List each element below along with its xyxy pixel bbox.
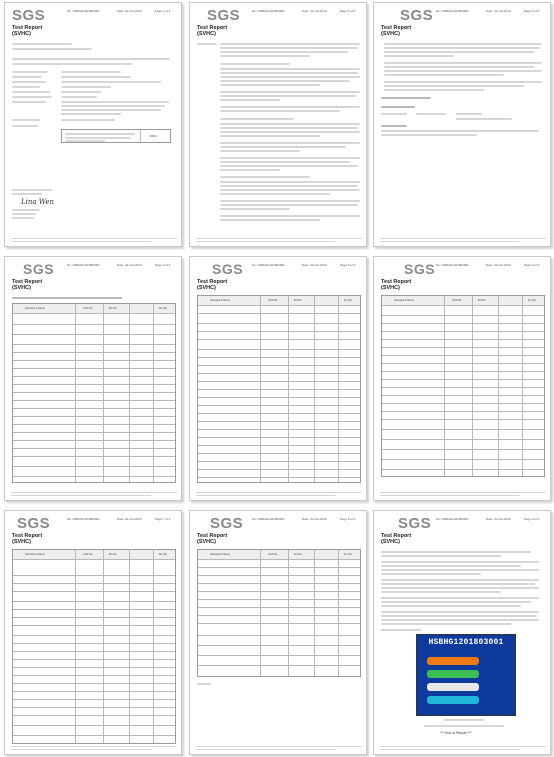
text-line	[12, 43, 72, 45]
report-number: No. HSBHG1201803001	[67, 517, 100, 521]
report-page-9	[373, 510, 551, 755]
col-substance: Substance Name	[25, 307, 45, 310]
text-line	[12, 76, 42, 78]
svhc-table	[12, 303, 176, 483]
page-footer	[380, 746, 544, 751]
sgs-logo: SGS	[12, 7, 46, 24]
report-page-7	[4, 510, 182, 755]
report-date: Date: 22-Oct-2013	[486, 9, 511, 13]
col-rl: RL (%)	[159, 307, 167, 310]
sgs-logo: SGS	[400, 7, 434, 24]
text-line	[12, 119, 40, 121]
col-rl: RL (%)	[528, 299, 536, 302]
report-page-4	[4, 256, 182, 501]
col-cas: CAS No.	[83, 307, 94, 310]
report-page-8	[189, 510, 367, 755]
text-line	[12, 213, 36, 215]
col-rl: RL (%)	[344, 299, 352, 302]
report-title: Test Report	[381, 533, 412, 539]
svhc-table	[12, 549, 176, 744]
text-line	[12, 63, 132, 65]
svhc-table	[381, 295, 545, 477]
page-number: Page 9 of 9	[524, 517, 540, 521]
col-cas: CAS No.	[268, 299, 279, 302]
report-page-6	[373, 256, 551, 501]
text-line	[197, 683, 211, 685]
page-footer	[196, 238, 360, 243]
text-line	[61, 81, 161, 83]
col-substance: Substance Name	[210, 299, 230, 302]
report-number: No. HSBHG1201803001	[252, 517, 285, 521]
report-subtitle: (SVHC)	[197, 539, 216, 545]
text-line	[12, 58, 170, 60]
text-line	[12, 81, 46, 83]
report-date: Date: 22-Oct-2013	[117, 263, 142, 267]
page-footer	[11, 746, 175, 751]
page-number: Page 6 of 9	[524, 263, 540, 267]
section-heading	[12, 297, 122, 299]
text-line	[61, 119, 115, 121]
page-number: Page 4 of 9	[155, 263, 171, 267]
svhc-table	[197, 549, 361, 677]
col-cas: CAS No.	[452, 299, 463, 302]
text-line	[424, 725, 504, 727]
report-title: Test Report	[197, 25, 228, 31]
text-line	[61, 86, 111, 88]
text-line	[12, 209, 40, 211]
page-footer	[380, 238, 544, 243]
report-subtitle: (SVHC)	[197, 285, 216, 291]
sgs-logo: SGS	[212, 261, 244, 277]
text-line	[61, 109, 161, 111]
col-ec: EC No.	[109, 307, 118, 310]
page-number: Page 2 of 9	[340, 9, 356, 13]
report-number: No. HSBHG1201803001	[67, 9, 100, 13]
report-subtitle: (SVHC)	[12, 31, 31, 37]
text-line	[12, 48, 92, 50]
report-title: Test Report	[197, 279, 228, 285]
col-cas: CAS No.	[268, 553, 279, 556]
signature: Lina Wen	[21, 198, 55, 206]
report-page-3	[373, 2, 551, 247]
sample-code-label: HSBHG1201803001	[428, 638, 504, 647]
col-ec: EC No.	[294, 553, 303, 556]
page-footer	[11, 492, 175, 497]
report-date: Date: 22-Oct-2013	[117, 9, 142, 13]
text-line	[61, 113, 121, 115]
report-number: No. HSBHG1201803001	[436, 9, 469, 13]
text-line	[61, 76, 131, 78]
page-number: Page 7 of 9	[155, 517, 171, 521]
report-number: No. HSBHG1201803001	[436, 517, 469, 521]
text-line	[61, 71, 121, 73]
report-title: Test Report	[381, 279, 412, 285]
page-footer	[196, 746, 360, 751]
report-subtitle: (SVHC)	[197, 31, 216, 37]
page-number: Page 1 of 9	[155, 9, 171, 13]
sample-photo	[416, 634, 516, 716]
sgs-logo: SGS	[210, 515, 244, 532]
report-subtitle: (SVHC)	[381, 539, 400, 545]
sample-strip-cyan	[427, 696, 479, 704]
page-number: Page 5 of 9	[340, 263, 356, 267]
report-number: No. HSBHG1201803001	[252, 263, 285, 267]
end-of-report: *** End of Report ***	[440, 731, 472, 735]
svhc-table	[197, 295, 361, 483]
report-number: No. HSBHG1201803001	[252, 9, 285, 13]
page-number: Page 3 of 9	[524, 9, 540, 13]
col-ec: EC No.	[478, 299, 487, 302]
text-line	[61, 91, 101, 93]
text-line	[444, 719, 484, 721]
col-ec: EC No.	[109, 553, 118, 556]
text-line	[12, 96, 52, 98]
summary-table	[61, 129, 171, 143]
report-date: Date: 22-Oct-2013	[486, 263, 511, 267]
report-date: Date: 22-Oct-2013	[486, 517, 511, 521]
report-subtitle: (SVHC)	[381, 285, 400, 291]
report-title: Test Report	[381, 25, 412, 31]
text-line	[12, 91, 50, 93]
text-line	[12, 217, 34, 219]
report-title: Test Report	[12, 533, 43, 539]
page-footer	[11, 238, 175, 243]
report-page-2	[189, 2, 367, 247]
report-subtitle: (SVHC)	[381, 31, 400, 37]
report-number: No. HSBHG1201803001	[67, 263, 100, 267]
report-date: Date: 22-Oct-2013	[302, 517, 327, 521]
summary-result: PASS	[150, 135, 157, 138]
report-page-1	[4, 2, 182, 247]
col-ec: EC No.	[294, 299, 303, 302]
sgs-logo: SGS	[23, 261, 55, 277]
sgs-logo: SGS	[207, 7, 241, 24]
report-title: Test Report	[12, 279, 43, 285]
sgs-logo: SGS	[404, 261, 436, 277]
page-footer	[380, 492, 544, 497]
page-footer	[196, 492, 360, 497]
text-line	[12, 101, 46, 103]
sample-strip-white	[427, 683, 479, 691]
report-number: No. HSBHG1201803001	[436, 263, 469, 267]
col-substance: Substance Name	[210, 553, 230, 556]
col-substance: Substance Name	[25, 553, 45, 556]
text-line	[61, 96, 97, 98]
col-rl: RL (%)	[344, 553, 352, 556]
text-line	[12, 71, 48, 73]
text-line	[12, 193, 42, 195]
col-substance: Substance Name	[394, 299, 414, 302]
text-line	[12, 86, 40, 88]
sgs-logo: SGS	[17, 515, 51, 532]
col-rl: RL (%)	[159, 553, 167, 556]
text-line	[61, 105, 165, 107]
sgs-logo: SGS	[398, 515, 432, 532]
sample-strip-green	[427, 670, 479, 678]
page-number: Page 8 of 9	[340, 517, 356, 521]
text-line	[12, 189, 52, 191]
text-line	[12, 125, 38, 127]
report-title: Test Report	[197, 533, 228, 539]
report-title: Test Report	[12, 25, 43, 31]
sample-strip-orange	[427, 657, 479, 665]
report-subtitle: (SVHC)	[12, 539, 31, 545]
report-date: Date: 22-Oct-2013	[302, 263, 327, 267]
report-page-5	[189, 256, 367, 501]
col-cas: CAS No.	[83, 553, 94, 556]
report-subtitle: (SVHC)	[12, 285, 31, 291]
report-date: Date: 22-Oct-2013	[302, 9, 327, 13]
report-date: Date: 22-Oct-2013	[117, 517, 142, 521]
text-line	[61, 101, 169, 103]
